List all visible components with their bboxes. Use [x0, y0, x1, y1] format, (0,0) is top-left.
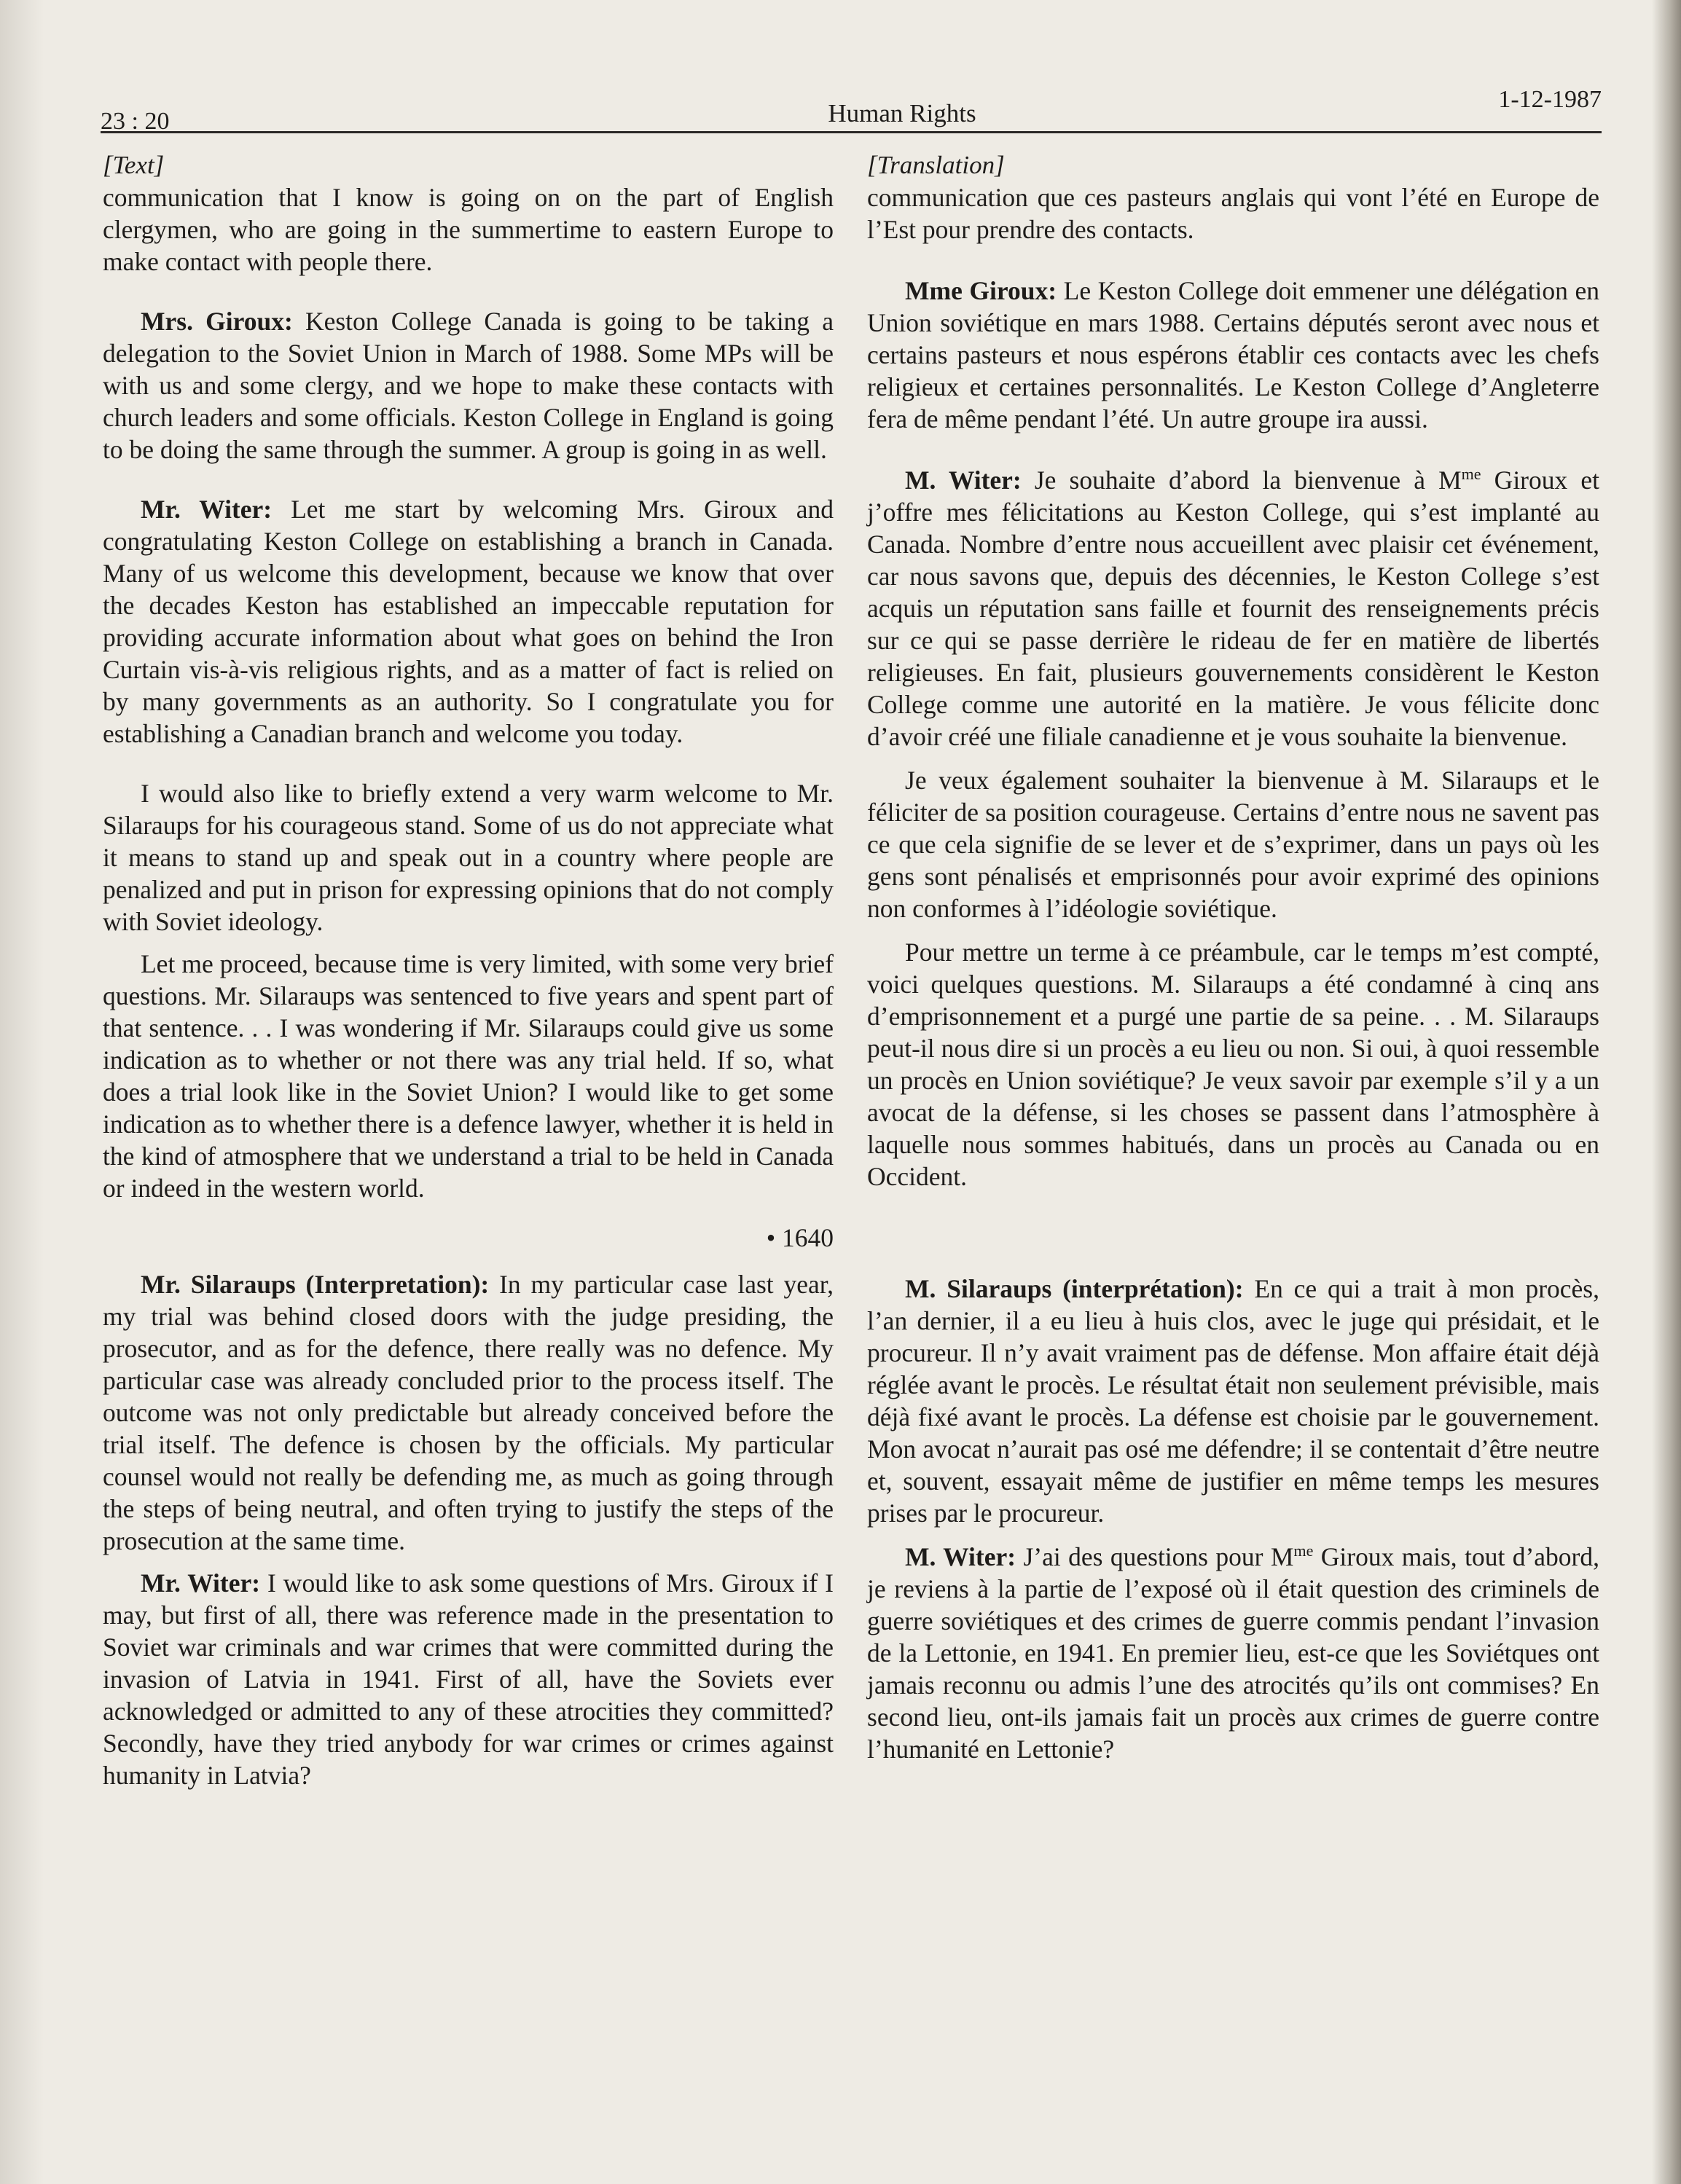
speaker-name: Mr. Silaraups (Interpretation):: [141, 1270, 490, 1299]
speech-text: Je souhaite d’abord la bienvenue à M: [1021, 466, 1462, 495]
paragraph-silaraups: [867, 1273, 1599, 1529]
header-date: 1-12-1987: [1498, 86, 1602, 113]
paragraph-continuation: communication that I know is going on on the part of English clergymen, who are going in the summertime to eastern Europe to make contact with people there.: [103, 183, 834, 276]
speech-text: J’ai des questions pour M: [1016, 1542, 1294, 1571]
english-column: [103, 149, 834, 1791]
superscript-me: me: [1293, 1541, 1314, 1560]
speech-text: Keston College Canada is going to be taking a delegation to the Soviet Union in March of 1988. Some MPs will be with us and some clergy, and we hope to make these contacts with church leaders and some officials. Keston College in England is going to be doing the same through the summer. A group is going in as well.: [103, 307, 834, 464]
speaker-name: Mrs. Giroux:: [141, 307, 293, 336]
paragraph-giroux: [867, 275, 1599, 435]
paragraph-witer-questions: Pour mettre un terme à ce préambule, car le temps m’est compté, voici quelques questions. M. Silaraups a été condamné à cinq ans d’emprisonnement et a purgé une partie de sa peine. . . M. Silaraups peut-il nous dire si un procès a eu lieu ou non. Si oui, à quoi ressemble un procès en Union soviétique? Je veux savoir par exemple s’il y a un avocat de la défense, si les choses se passent dans l’atmosphère à laquelle nous sommes habitués, dans un procès au Canada ou en Occident.: [867, 938, 1599, 1191]
speech-text: Le Keston College doit emmener une délégation en Union soviétique en mars 1988. Certains députés seront avec nous et certains pasteurs et nous espérons établir ces contacts avec les chefs religieux et certaines personnalités. Le Keston College d’Angleterre fera de même pendant l’été. Un autre groupe ira aussi.: [867, 276, 1599, 433]
speech-text: Giroux et j’offre mes félicitations au Keston College, qui s’est implanté au Canada. Nombre d’entre nous accueillent avec plaisir cet événement, car nous savons que, depuis des décennies, le Keston College s’est acquis un réputation sans faille et fournit des renseignements précis sur ce qui se passe derrière le rideau de fer en matière de libertés religieuses. En fait, plusieurs gouvernements considèrent le Keston College comme une autorité en la matière. Je vous félicite donc d’avoir créé une filiale canadienne et je vous souhaite la bienvenue.: [867, 466, 1599, 751]
paragraph-silaraups: [103, 1268, 834, 1557]
paragraph-giroux: [103, 305, 834, 466]
text-tag: [Text]: [103, 151, 165, 179]
page-number: 23 : 20: [101, 108, 170, 135]
paragraph-witer: [867, 464, 1599, 753]
paragraph-witer-war-crimes: [867, 1541, 1599, 1765]
page-header: [101, 86, 1602, 135]
page-gutter-shadow: [0, 0, 44, 2184]
time-marker: • 1640: [766, 1223, 834, 1252]
page-edge: [1652, 0, 1681, 2184]
speech-text: I would like to ask some questions of Mrs. Giroux if I may, but first of all, there was reference made in the presentation to Soviet war criminals and war crimes that were committed during the invasion of Latvia in 1941. First of all, have the Soviets ever acknowledged or admitted to any of these atrocities they committed? Secondly, have they tried anybody for war crimes or crimes against humanity in Latvia?: [103, 1568, 834, 1790]
speaker-name: M. Witer:: [905, 1542, 1016, 1571]
translation-tag: [Translation]: [867, 151, 1005, 179]
speaker-name: Mr. Witer:: [141, 1568, 261, 1598]
speech-text: Let me start by welcoming Mrs. Giroux and congratulating Keston College on establishing a branch in Canada. Many of us welcome this development, because we know that over the decades Keston has established an impeccable reputation for providing accurate information about what goes on behind the Iron Curtain vis-à-vis religious rights, and as a matter of fact is relied on by many governments as an authority. So I congratulate you for establishing a Canadian branch and welcome you today.: [103, 495, 834, 748]
speaker-name: M. Witer:: [905, 466, 1022, 495]
speech-text: Giroux mais, tout d’abord, je reviens à la partie de l’exposé où il était question des criminels de guerre soviétiques et des crimes de guerre commis pendant l’invasion de la Lettonie, en 1941. En premier lieu, est-ce que les Soviétques ont jamais reconnu ou admis l’une des atrocités qu’ils ont commises? En second lieu, ont-ils jamais fait un procès aux crimes de guerre contre l’humanité en Lettonie?: [867, 1542, 1599, 1764]
speaker-name: Mme Giroux:: [905, 276, 1057, 305]
french-column: [867, 149, 1599, 1765]
paragraph-continuation: communication que ces pasteurs anglais qui vont l’été en Europe de l’Est pour prendre des contacts.: [867, 183, 1599, 244]
paragraph-witer-welcome: Je veux également souhaiter la bienvenue à M. Silaraups et le féliciter de sa position courageuse. Certains d’entre nous ne savent pas ce que cela signifie de se lever et de s’exprimer, dans un pays où les gens sont pénalisés et emprisonnés pour avoir exprimé des opinions non conformes à l’idéologie soviétique.: [867, 766, 1599, 923]
header-rule: [101, 131, 1602, 133]
speech-text: En ce qui a trait à mon procès, l’an dernier, il a eu lieu à huis clos, avec le juge qui présidait, et le procureur. Il n’y avait vraiment pas de défense. Mon affaire était déjà réglée avant le procès. Le résultat était non seulement prévisible, mais déjà fixé avant le procès. La défense est choisie par le gouvernement. Mon avocat n’aurait pas osé me défendre; il se contentait d’être neutre et, souvent, essayait même de justifier en même temps les mesures prises par le procureur.: [867, 1274, 1599, 1528]
superscript-me: me: [1461, 465, 1481, 484]
paragraph-witer-war-crimes: [103, 1567, 834, 1791]
speech-text: In my particular case last year, my trial was behind closed doors with the judge presiding, the prosecutor, and as for the defence, there really was no defence. My particular case was already concluded prior to the process itself. The outcome was not only predictable but already conceived before the trial itself. The defence is chosen by the officials. My particular counsel would not really be defending me, as much as going through the steps of being neutral, and often trying to justify the steps of the prosecution at the same time.: [103, 1270, 834, 1555]
paragraph-witer-welcome: I would also like to briefly extend a very warm welcome to Mr. Silaraups for his courageous stand. Some of us do not appreciate what it means to stand up and speak out in a country where people are penalized and put in prison for expressing opinions that do not comply with Soviet ideology.: [103, 779, 834, 936]
speaker-name: Mr. Witer:: [141, 495, 273, 524]
paragraph-witer: [103, 493, 834, 750]
speaker-name: M. Silaraups (interprétation):: [905, 1274, 1244, 1303]
running-title: Human Rights: [828, 99, 976, 127]
paragraph-witer-questions: Let me proceed, because time is very limited, with some very brief questions. Mr. Silaraups was sentenced to five years and spent part of that sentence. . . I was wondering if Mr. Silaraups could give us some indication as to whether or not there was any trial held. If so, what does a trial look like in the Soviet Union? I would like to get some indication as to whether there is a defence lawyer, whether it is held in the kind of atmosphere that we understand a trial to be held in Canada or indeed in the western world.: [103, 949, 834, 1203]
